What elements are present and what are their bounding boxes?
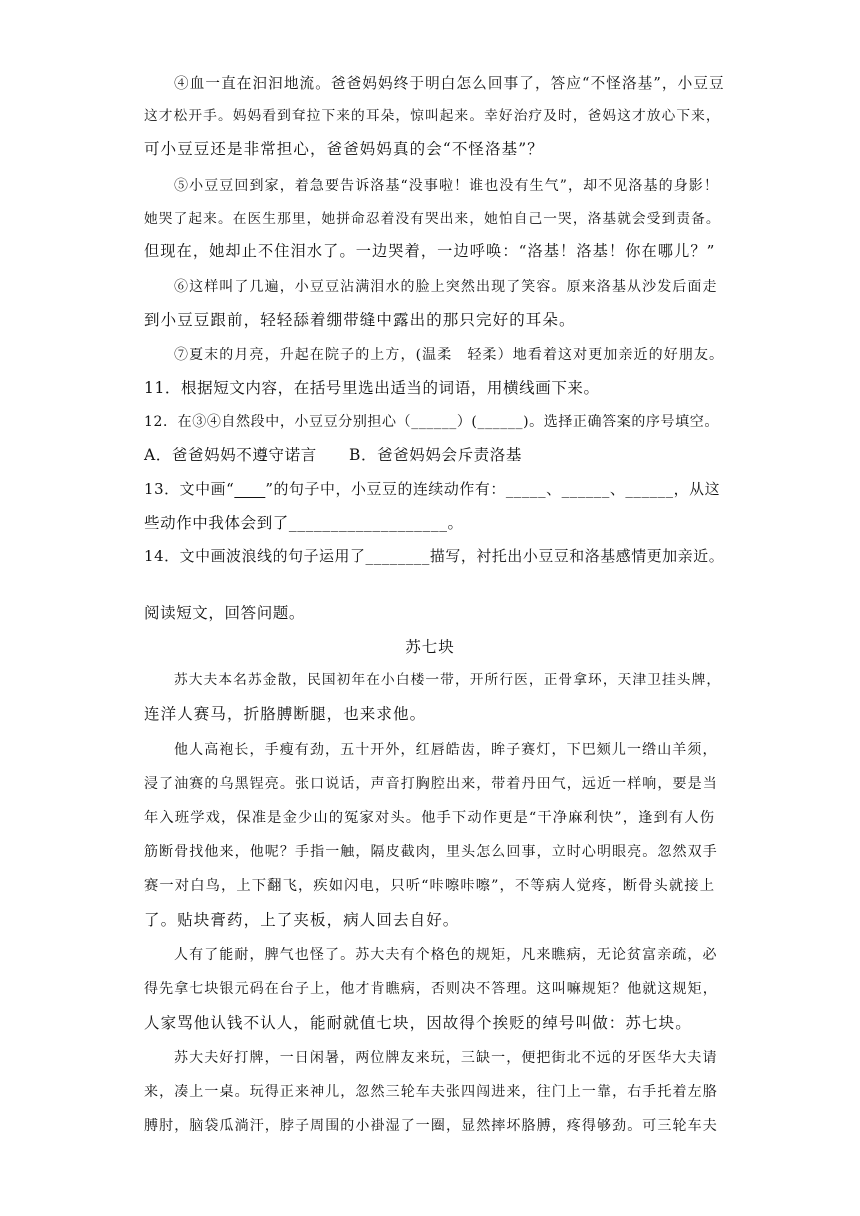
passage1-p6-line-2: 到小豆豆跟前，轻轻舔着绷带缝中露出的那只完好的耳朵。 [144,311,576,329]
story-p3-line-2: 得先拿七块银元码在台子上，他才肯瞧病，否则决不答理。这叫嘛规矩？他就这规矩， [144,981,718,997]
story-p2-line-3: 年入班学戏，保准是金少山的冤家对头。他手下动作更是“干净麻利快”，逢到有人伤 [144,810,716,826]
question-13-suffix: ”的句子中，小豆豆的连续动作有：_____、______、______，从这 [265,480,721,498]
story-p2-line-4: 筋断骨找他来，他呢？手指一触，隔皮截肉，里头怎么回事，立时心明眼亮。忽然双手 [144,844,718,860]
question-12: 12．在③④自然段中，小豆豆分别担心（______）(______)。选择正确答案的序号填空。 [144,414,719,430]
passage1-p4-line-2: 这才松开手。妈妈看到耷拉下来的耳朵，惊叫起来。幸好治疗及时，爸妈这才放心下来， [144,108,721,124]
story-title: 苏七块 [405,638,455,656]
question-11: 11．根据短文内容，在括号里选出适当的词语，用横线画下来。 [144,379,600,397]
passage1-p4-line-3: 可小豆豆还是非常担心，爸爸妈妈真的会“不怪洛基”？ [144,140,544,158]
passage1-p5-line-1: ⑤小豆豆回到家，着急要告诉洛基“没事啦！谁也没有生气”，却不见洛基的身影！ [174,178,720,194]
question-13-underline-mark [234,480,265,498]
story-p3-line-3: 人家骂他认钱不认人，能耐就值七块，因故得个挨贬的绰号叫做：苏七块。 [144,1014,692,1032]
story-p2-line-5: 赛一对白鸟，上下翻飞，疾如闪电，只听“咔嚓咔嚓”，不等病人觉疼，断骨头就接上 [144,878,716,894]
story-p4-line-3: 膊肘，脑袋瓜淌汗，脖子周围的小褂湿了一圈，显然摔坏胳膊，疼得够劲。可三轮车夫 [144,1118,718,1134]
reading-instruction: 阅读短文，回答问题。 [144,604,306,622]
story-p1-line-2: 连洋人赛马，折胳膊断腿，也来求他。 [144,705,427,723]
question-14: 14．文中画波浪线的句子运用了________描写，衬托出小豆豆和洛基感情更加亲近。 [144,547,725,565]
story-p4-line-1: 苏大夫好打牌，一日闲暑，两位牌友来玩，三缺一，便把街北不远的牙医华大夫请 [174,1050,718,1066]
story-p2-line-6: 了。贴块膏药，上了夹板，病人回去自好。 [144,911,460,929]
question-13-line-2: 些动作中我体会到了___________________。 [144,514,464,532]
passage1-p7-line: ⑦夏末的月亮，升起在院子的上方，(温柔 轻柔）地看着这对更加亲近的好朋友。 [174,347,725,363]
passage1-p6-line-1: ⑥这样叫了几遍，小豆豆沾满泪水的脸上突然出现了笑容。原来洛基从沙发后面走 [174,279,718,295]
question-12-options: A．爸爸妈妈不遵守诺言 B．爸爸妈妈会斥责洛基 [144,446,522,464]
passage1-p4-line-1: ④血一直在汩汩地流。爸爸妈妈终于明白怎么回事了，答应“不怪洛基”，小豆豆 [174,75,725,92]
story-p3-line-1: 人有了能耐，脾气也怪了。苏大夫有个格色的规矩，凡来瞧病，无论贫富亲疏，必 [174,947,718,963]
story-p2-line-1: 他人高袍长，手瘦有劲，五十开外，红唇皓齿，眸子赛灯，下巴颏儿一绺山羊须， [174,742,718,758]
story-p1-line-1: 苏大夫本名苏金散，民国初年在小白楼一带，开所行医，正骨拿环，天津卫挂头牌， [174,672,722,688]
story-p2-line-2: 浸了油赛的乌黑锃亮。张口说话，声音打胸腔出来，带着丹田气，远近一样响，要是当 [144,776,718,792]
question-13-prefix: 13．文中画“ [144,480,235,498]
question-13-line-1 [144,479,724,499]
passage1-p5-line-2: 她哭了起来。在医生那里，她拼命忍着没有哭出来，她怕自己一哭，洛基就会受到责备。 [144,211,721,227]
story-p4-line-2: 来，凑上一桌。玩得正来神儿，忽然三轮车夫张四闯进来，往门上一靠，右手托着左胳 [144,1084,718,1100]
passage1-p5-line-3: 但现在，她却止不住泪水了。一边哭着，一边呼唤：“洛基！洛基！你在哪儿？” [144,242,716,260]
